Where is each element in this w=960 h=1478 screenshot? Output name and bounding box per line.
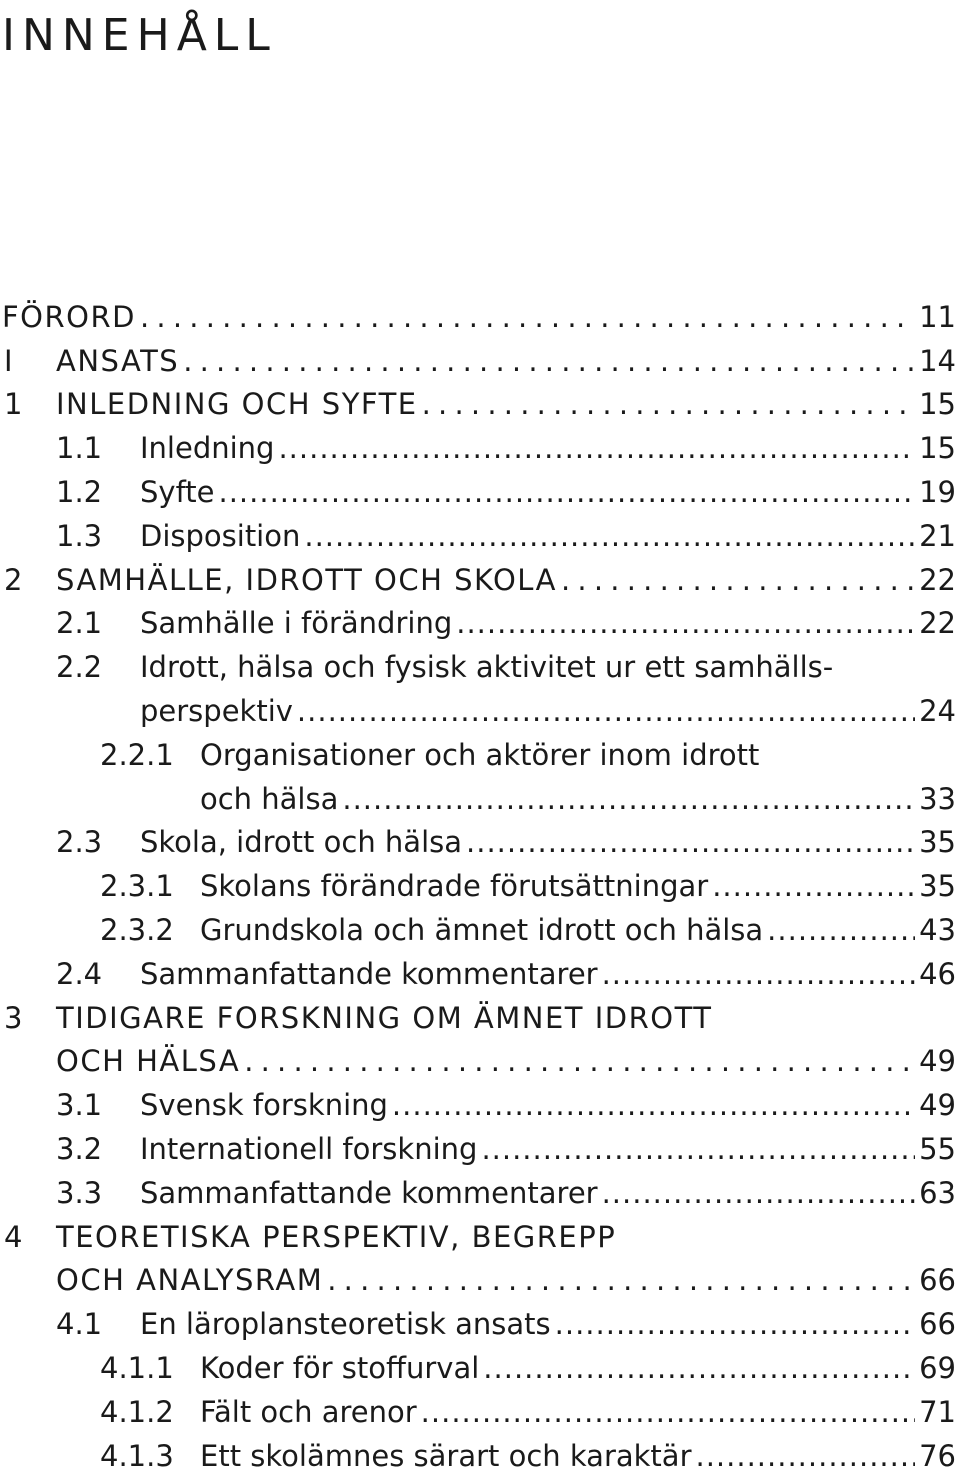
toc-entry-title: Skola, idrott och hälsa (140, 825, 463, 860)
dot-leader (392, 1088, 915, 1122)
toc-entry-number: 3 (4, 1000, 23, 1035)
toc-entry-number: 4 (4, 1219, 23, 1254)
toc-entry-title: Skolans förändrade förutsättningar (200, 869, 709, 904)
toc-page-number: 76 (919, 1438, 956, 1473)
toc-page-number: 35 (919, 825, 956, 860)
dot-leader (696, 1439, 916, 1473)
toc-entry-title: ANSATS (56, 343, 180, 378)
toc-entry-number: 1.1 (56, 431, 103, 466)
toc-entry-title: Koder för stoffurval (200, 1351, 480, 1386)
dot-leader (218, 475, 915, 509)
toc-entry-section-2-2-1-continuation[interactable] (0, 777, 956, 821)
toc-entry-title: TEORETISKA PERSPEKTIV, BEGREPP (56, 1219, 617, 1254)
toc-entry-section-3-2[interactable] (0, 1127, 956, 1171)
toc-entry-section-1-2[interactable] (0, 470, 956, 514)
toc-entry-title: Organisationer och aktörer inom idrott (200, 737, 760, 772)
toc-entry-chapter-3-continuation[interactable] (0, 1040, 956, 1084)
toc-page-number: 35 (919, 869, 956, 904)
toc-entry-section-4-1-1[interactable] (0, 1346, 956, 1390)
toc-entry-section-2-3[interactable] (0, 821, 956, 865)
toc-page-number: 46 (919, 956, 956, 991)
toc-page-number: 33 (919, 781, 956, 816)
toc-entry-title-continuation: perspektiv (140, 694, 293, 729)
toc-entry-number: 4.1.2 (100, 1394, 174, 1429)
toc-entry-section-2-2-1[interactable] (0, 733, 956, 777)
toc-entry-number: 4.1.3 (100, 1438, 174, 1473)
toc-entry-number: 4.1 (56, 1307, 103, 1342)
toc-entry-number: 2.2 (56, 650, 103, 685)
toc-entry-chapter-3[interactable] (0, 996, 956, 1040)
toc-entry-number: 2.2.1 (100, 737, 174, 772)
toc-entry-title-continuation: och hälsa (200, 781, 339, 816)
toc-entry-title: Svensk forskning (140, 1088, 388, 1123)
toc-entry-section-3-3[interactable] (0, 1171, 956, 1215)
toc-entry-chapter-4[interactable] (0, 1215, 956, 1259)
toc-entry-section-3-1[interactable] (0, 1083, 956, 1127)
toc-page-number: 43 (919, 913, 956, 948)
toc-entry-chapter-1[interactable] (0, 383, 956, 427)
toc-entry-title: FÖRORD (2, 299, 136, 334)
toc-page-number: 21 (919, 518, 956, 553)
toc-entry-forord[interactable] (0, 295, 956, 339)
toc-page-number: 22 (919, 606, 956, 641)
toc-page-number: 66 (919, 1263, 956, 1298)
toc-entry-section-1-3[interactable] (0, 514, 956, 558)
toc-entry-number: 3.2 (56, 1132, 103, 1167)
toc-page-number: 14 (919, 343, 956, 378)
toc-entry-number: 2 (4, 562, 23, 597)
dot-leader (481, 1132, 915, 1166)
toc-entry-title-continuation: OCH ANALYSRAM (56, 1263, 324, 1298)
toc-entry-title: Idrott, hälsa och fysisk aktivitet ur ett samhälls- (140, 650, 834, 685)
toc-entry-section-4-1[interactable] (0, 1302, 956, 1346)
toc-entry-section-1-1[interactable] (0, 426, 956, 470)
dot-leader (466, 825, 915, 859)
toc-entry-title: Internationell forskning (140, 1132, 478, 1167)
toc-entry-section-2-3-1[interactable] (0, 864, 956, 908)
toc-entry-title: TIDIGARE FORSKNING OM ÄMNET IDROTT (56, 1000, 713, 1035)
toc-page-number: 55 (919, 1132, 956, 1167)
toc-entry-number: 2.1 (56, 606, 103, 641)
toc-entry-number: 1 (4, 387, 23, 422)
toc-entry-title: Inledning (140, 431, 275, 466)
dot-leader (244, 1044, 915, 1078)
dot-leader (421, 1395, 915, 1429)
toc-entry-section-2-3-2[interactable] (0, 908, 956, 952)
toc-entry-title: Syfte (140, 475, 215, 510)
page-title: INNEHÅLL (2, 10, 277, 61)
dot-leader (422, 387, 915, 421)
dot-leader (767, 913, 915, 947)
toc-entry-number: I (4, 343, 13, 378)
toc-page-number: 11 (919, 299, 956, 334)
toc-page-number: 63 (919, 1175, 956, 1210)
toc-entry-chapter-4-continuation[interactable] (0, 1259, 956, 1303)
toc-entry-chapter-2[interactable] (0, 558, 956, 602)
toc-entry-number: 3.1 (56, 1088, 103, 1123)
dot-leader (712, 869, 915, 903)
toc-entry-title: En läroplansteoretisk ansats (140, 1307, 551, 1342)
dot-leader (140, 300, 915, 334)
toc-page-number: 24 (919, 694, 956, 729)
dot-leader (483, 1351, 915, 1385)
dot-leader (561, 563, 915, 597)
toc-entry-section-2-4[interactable] (0, 952, 956, 996)
toc-page-number: 69 (919, 1351, 956, 1386)
toc-entry-section-2-1[interactable] (0, 602, 956, 646)
toc-page-number: 66 (919, 1307, 956, 1342)
toc-entry-title: Fält och arenor (200, 1394, 417, 1429)
dot-leader (602, 1176, 916, 1210)
dot-leader (555, 1307, 915, 1341)
dot-leader (304, 519, 915, 553)
toc-entry-section-2-2[interactable] (0, 645, 956, 689)
table-of-contents (0, 295, 956, 1478)
toc-entry-number: 2.3.1 (100, 869, 174, 904)
toc-entry-title: Sammanfattande kommentarer (140, 1175, 598, 1210)
toc-entry-title: Disposition (140, 518, 301, 553)
dot-leader (183, 344, 915, 378)
toc-entry-section-4-1-2[interactable] (0, 1390, 956, 1434)
toc-entry-section-4-1-3[interactable] (0, 1434, 956, 1478)
toc-page-number: 15 (919, 387, 956, 422)
dot-leader (602, 957, 916, 991)
toc-entry-number: 4.1.1 (100, 1351, 174, 1386)
toc-entry-title: Samhälle i förändring (140, 606, 453, 641)
toc-page-number: 19 (919, 475, 956, 510)
dot-leader (297, 694, 915, 728)
toc-entry-number: 1.3 (56, 518, 103, 553)
toc-entry-title: Ett skolämnes särart och karaktär (200, 1438, 692, 1473)
dot-leader (342, 782, 915, 816)
dot-leader (456, 606, 915, 640)
toc-page-number: 49 (919, 1088, 956, 1123)
toc-page-number: 49 (919, 1044, 956, 1079)
toc-entry-section-2-2-continuation[interactable] (0, 689, 956, 733)
toc-page-number: 22 (919, 562, 956, 597)
toc-entry-number: 2.4 (56, 956, 103, 991)
toc-entry-title: Grundskola och ämnet idrott och hälsa (200, 913, 764, 948)
toc-entry-title: SAMHÄLLE, IDROTT OCH SKOLA (56, 562, 557, 597)
toc-entry-title: INLEDNING OCH SYFTE (56, 387, 418, 422)
toc-entry-number: 3.3 (56, 1175, 103, 1210)
toc-entry-title: Sammanfattande kommentarer (140, 956, 598, 991)
toc-page-number: 15 (919, 431, 956, 466)
dot-leader (327, 1263, 915, 1297)
toc-page-number: 71 (919, 1394, 956, 1429)
dot-leader (278, 431, 915, 465)
toc-entry-ansats[interactable] (0, 339, 956, 383)
toc-entry-title-continuation: OCH HÄLSA (56, 1044, 241, 1079)
toc-entry-number: 2.3 (56, 825, 103, 860)
toc-entry-number: 1.2 (56, 475, 103, 510)
toc-entry-number: 2.3.2 (100, 913, 174, 948)
